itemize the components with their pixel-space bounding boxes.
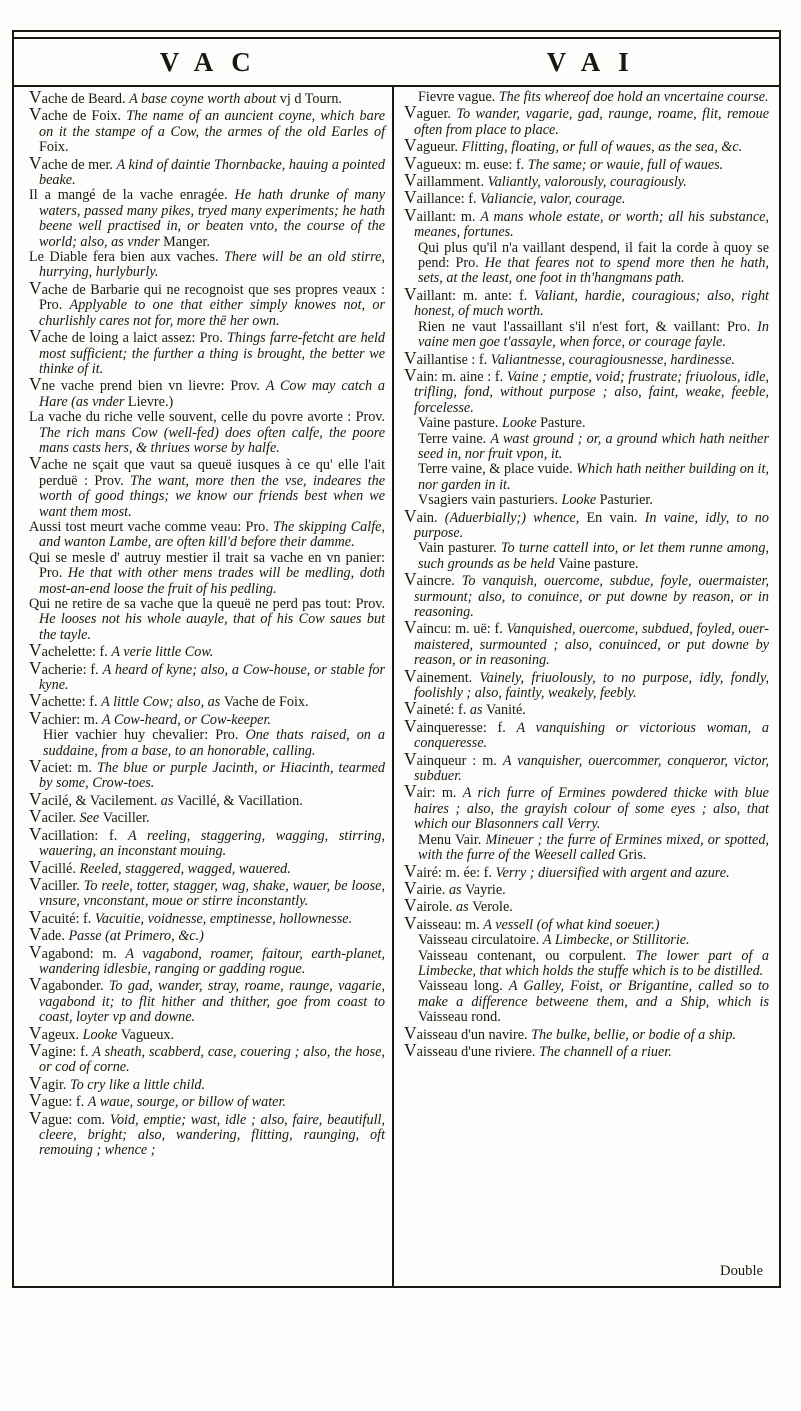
dictionary-entry [404, 617, 769, 669]
page-frame [12, 30, 781, 1288]
dictionary-entry [404, 505, 769, 542]
entry-headword-text: Vaguer. [404, 102, 457, 123]
entry-definition-text: as [456, 899, 473, 916]
entry-definition-text: Valiantnesse, couragiousnesse, hardinesse. [490, 351, 735, 368]
dictionary-entry [404, 1039, 769, 1060]
entry-headword-text: Vaine pasture. [558, 555, 639, 572]
entry-definition-text: A mans whole estate, or worth; all his substance, meanes, fortunes. [414, 208, 769, 241]
entry-headword-text: Terre vaine, & place vuide. [418, 461, 577, 478]
entry-definition-text: A base coyne worth about [129, 91, 280, 107]
entry-headword-text: Pasture. [540, 415, 586, 432]
entry-headword-text: En vain. [586, 509, 645, 526]
dictionary-entry [29, 520, 385, 551]
dictionary-entry [404, 283, 769, 320]
entry-headword-text: Vache de Barbarie qui ne recognoist que ses propres veaux : Pro. [29, 277, 386, 314]
entry-definition-text: The want, more then the vse, indeares the worth of good things; we know our friends best when we want them most. [39, 472, 386, 520]
entry-headword-text: Qui plus qu'il n'a vaillant despend, il fait la corde à quoy se pend: Pro. [418, 239, 769, 272]
entry-headword-text: Vaincu: m. uë: f. [404, 617, 507, 638]
dictionary-entry [29, 906, 385, 927]
entry-headword-text: Vaisseau contenant, ou corpulent. [418, 947, 636, 964]
dictionary-entry [29, 690, 385, 711]
entry-headword-text: Vairé: m. ée: f. [404, 860, 496, 881]
entry-headword-text: Manger. [163, 233, 211, 250]
dictionary-entry [404, 1022, 769, 1043]
entry-headword-text: Gris. [618, 847, 647, 864]
entry-headword-text: Vaisseau d'une riviere. [404, 1039, 539, 1060]
dictionary-entry [404, 347, 769, 368]
entry-definition-text: The rich mans Cow (well-fed) does often calfe, the poore mans casts hers, & thriues worse by halfe. [39, 424, 386, 456]
entry-definition-text: A rich furre of Ermines powdered thicke with blue haires ; also, the grayish colour of some eyes ; also, that which our Blasonners call Verry. [414, 785, 769, 833]
dictionary-entry [29, 873, 385, 910]
dictionary-entry [404, 152, 769, 173]
dictionary-entry [404, 877, 769, 898]
entry-headword-text: vj d Tourn. [279, 91, 342, 107]
entry-definition-text: The skipping Calfe, and wanton Lambe, are often kill'd before their damme. [39, 518, 386, 551]
dictionary-entry [404, 204, 769, 241]
entry-definition-text: Reeled, staggered, wagged, wauered. [79, 860, 291, 877]
dictionary-entry [29, 657, 385, 694]
entry-headword-text: Vainqueresse: f. [404, 715, 517, 736]
entry-definition-text: Valiantly, valorously, couragiously. [487, 174, 687, 191]
entry-headword-text: Vair: m. [404, 781, 463, 802]
entry-headword-text: Vacillation: f. [29, 823, 128, 844]
entry-headword-text: Vacuité: f. [29, 906, 95, 927]
entry-definition-text: A Limbecke, or Stillitorie. [542, 932, 690, 949]
entry-headword-text: Vague: f. [29, 1090, 88, 1111]
entry-headword-text: Vayrie. [465, 881, 506, 898]
dictionary-entry [29, 326, 386, 377]
entry-definition-text: as [469, 702, 487, 719]
entry-headword-text: Vagabonder. [29, 974, 109, 995]
dictionary-entry [29, 1107, 386, 1159]
entry-headword-text: Vaillance: f. [404, 187, 481, 208]
entry-definition-text: Vanquished, ouercome, subdued, foyled, ouer-maistered, surmounted ; also, conuinced, or put downe by reason, or in reasoning. [414, 621, 769, 669]
dictionary-entry [404, 102, 769, 138]
dictionary-entry [29, 551, 385, 597]
entry-definition-text: Vainely, friuolously, to no purpose, idly, fondly, foolishly ; also, faintly, weakely, feebly. [414, 669, 769, 702]
dictionary-entry [404, 949, 769, 980]
entry-definition-text: There will be an old stirre, hurrying, hurlyburly. [39, 249, 386, 281]
entry-definition-text: A Galley, Foist, or Brigantine, called so to make a difference betweene them, and a Ship, which is [418, 978, 769, 1010]
dictionary-entry [404, 416, 769, 431]
entry-headword-text: Vache de mer. [29, 152, 117, 173]
entry-definition-text: A Cow-heard, or Cow-keeper. [101, 711, 271, 728]
dictionary-entry [404, 541, 769, 572]
entry-headword-text: Vairie. [404, 877, 449, 898]
entry-headword-text: Vain. [404, 505, 445, 526]
entry-headword-text: Vaisseau long. [418, 978, 509, 995]
entry-headword-text: Vachette: f. [29, 690, 102, 711]
entry-definition-text: To wander, vagarie, gad, raunge, roame, flit, remoue often from place to place. [414, 106, 769, 138]
entry-headword-text: Vachelette: f. [29, 640, 112, 661]
entry-headword-text: Vanité. [486, 702, 526, 719]
entry-headword-text: Hier vachier huy chevalier: Pro. [43, 727, 246, 744]
dictionary-entry [404, 432, 769, 463]
entry-headword-text: Vaciller. [29, 873, 84, 894]
dictionary-entry [29, 756, 386, 792]
entry-definition-text: Valiant, hardie, couragious; also, right honest, of much worth. [414, 287, 769, 320]
entry-definition-text: A verie little Cow. [111, 644, 214, 661]
entry-headword-text: Menu Vair. [418, 831, 486, 848]
running-head-left [14, 47, 397, 78]
entry-headword-text: Aussi tost meurt vache comme veau: Pro. [29, 518, 273, 535]
entry-definition-text: as [448, 881, 466, 898]
dictionary-entry [29, 924, 385, 945]
dictionary-entry [29, 374, 385, 410]
dictionary-entry [404, 781, 769, 833]
entry-headword-text: Vagine: f. [29, 1039, 93, 1060]
entry-headword-text: Qui se mesle d' autruy mestier il trait sa vache en vn panier: Pro. [29, 549, 386, 582]
entry-headword-text: Vaisseau: m. [404, 912, 484, 933]
entry-definition-text: He hath drunke of many waters, passed many pikes, tryed many experiments; he hath beene well practised in, or beaten vnto, the course of the world; also, as vnder [39, 187, 386, 250]
page-body [14, 87, 779, 1286]
entry-definition-text: One thats raised, on a suddaine, from a base, to an honorable, calling. [43, 727, 386, 759]
entry-definition-text: The name of an auncient coyne, which bare on it the stampe of a Cow, the armes of the old Earles of [39, 108, 386, 140]
dictionary-entry [29, 707, 385, 728]
entry-headword-text: Foix. [39, 139, 69, 156]
entry-headword-text: Vne vache prend bien vn lievre: Prov. [29, 374, 266, 395]
entry-headword-text: Vade. [29, 924, 69, 945]
entry-headword-text: Vache ne sçait que vaut sa queuë iusques à ce qu' elle l'ait perduë : Prov. [29, 453, 386, 489]
entry-headword-text: Vaineté: f. [404, 698, 470, 719]
entry-definition-text: The fits whereof doe hold an vncertaine course. [498, 89, 769, 105]
entry-definition-text: To turne cattell into, or let them runne among, such grounds as be held [418, 540, 770, 572]
column-right-entries [404, 90, 769, 1260]
entry-headword-text: Vaisseau rond. [418, 1009, 501, 1026]
running-head-vac: VAC [159, 46, 269, 77]
dictionary-entry [29, 188, 385, 250]
entry-definition-text: In vaine men goe t'assayle, when force, or courage fayle. [418, 318, 769, 351]
entry-headword-text: Qui ne retire de sa vache que la queuë ne perd pas tout: Prov. [29, 596, 386, 612]
entry-definition-text: Mineuer ; the furre of Ermines mixed, or spotted, with the furre of the Weesell called [418, 831, 769, 864]
dictionary-entry [404, 895, 769, 916]
entry-headword-text: Vainqueur : m. [404, 748, 503, 769]
entry-headword-text: Vain: m. aine : f. [404, 364, 507, 385]
column-left [14, 87, 394, 1286]
entry-headword-text: Vaine pasture. [418, 415, 502, 432]
entry-definition-text: See [79, 810, 103, 827]
entry-headword-text: Vacillé, & Vacillation. [176, 792, 303, 809]
running-head-vai: VAI [546, 46, 647, 77]
entry-headword-text: Vagir. [29, 1072, 71, 1093]
dictionary-entry [404, 462, 769, 493]
entry-headword-text: Vagueux: m. euse: f. [404, 152, 528, 173]
entry-definition-text: A Cow may catch a Hare (as vnder [39, 378, 385, 410]
dictionary-entry [29, 823, 386, 860]
entry-definition-text: A waue, sourge, or billow of water. [87, 1094, 286, 1111]
dictionary-entry [404, 748, 769, 785]
entry-headword-text: Verole. [472, 899, 513, 916]
running-head-right [397, 47, 780, 78]
entry-definition-text: Which hath neither building on it, nor garden in it. [418, 461, 769, 493]
entry-definition-text: Flitting, floating, or full of waues, as the sea, &c. [461, 139, 743, 156]
entry-headword-text: Vageux. [29, 1022, 83, 1043]
entry-headword-text: Vache de Beard. [29, 87, 130, 107]
dictionary-entry [404, 135, 769, 156]
entry-headword-text: Vaciet: m. [29, 756, 97, 777]
entry-definition-text: A sheath, scabberd, case, couering ; also, the hose, or cod of corne. [39, 1043, 386, 1076]
entry-headword-text: Vague: com. [29, 1107, 110, 1128]
entry-headword-text: Vacillé. [29, 856, 80, 877]
entry-definition-text: To reele, totter, stagger, wag, shake, wauer, be loose, vnsure, vnconstant, moue or stirre inconstantly. [39, 877, 385, 910]
entry-headword-text: Vagabond: m. [29, 941, 126, 962]
dictionary-entry [404, 912, 769, 933]
dictionary-entry [404, 90, 769, 105]
dictionary-entry [404, 364, 769, 416]
dictionary-entry [29, 941, 386, 978]
dictionary-entry [404, 493, 769, 508]
entry-headword-text: Vsagiers vain pasturiers. [418, 492, 562, 509]
entry-definition-text: A kind of daintie Thornbacke, hauing a pointed beake. [39, 156, 386, 189]
entry-headword-text: Vainement. [404, 665, 480, 686]
dictionary-entry [29, 1090, 385, 1111]
entry-headword-text: Vagueur. [404, 135, 462, 156]
entry-headword-text: Lievre.) [127, 393, 174, 410]
entry-headword-text: Vaillant: m. ante: f. [404, 283, 535, 304]
entry-definition-text: Applyable to one that either simply knowes not, or churlishly cares not for, more thē her own. [39, 297, 385, 329]
dictionary-entry [404, 665, 769, 702]
entry-headword-text: Vacherie: f. [29, 657, 103, 678]
entry-headword-text: Pasturier. [599, 492, 653, 509]
entry-headword-text: Vacilé, & Vacilement. [29, 788, 161, 809]
entry-definition-text: A reeling, staggering, wagging, stirring, wauering, an inconstant mouing. [39, 827, 386, 860]
dictionary-entry [29, 1072, 385, 1093]
entry-definition-text: To cry like a little child. [70, 1076, 206, 1093]
entry-headword-text: Vache de loing a laict assez: Pro. [29, 326, 228, 347]
dictionary-entry [29, 806, 385, 827]
entry-headword-text: Le Diable fera bien aux vaches. [29, 249, 225, 266]
dictionary-entry [404, 170, 769, 191]
entry-definition-text: A vanquishing or victorious woman, a conqueresse. [414, 719, 769, 752]
entry-definition-text: Looke [501, 415, 541, 432]
entry-definition-text: A wast ground ; or, a ground which hath neither seed in, nor fruit vpon, it. [418, 430, 769, 462]
dictionary-entry [404, 320, 769, 351]
entry-definition-text: The same; or wauie, full of waues. [527, 156, 724, 173]
dictionary-entry [29, 1022, 385, 1043]
entry-definition-text: (Aduerbially;) whence, [444, 509, 587, 526]
dictionary-entry [404, 241, 769, 287]
dictionary-entry [29, 250, 385, 281]
dictionary-entry [404, 698, 769, 719]
entry-definition-text: In vaine, idly, to no purpose. [414, 509, 769, 541]
dictionary-entry [404, 979, 769, 1025]
entry-definition-text: Valiancie, valor, courage. [480, 191, 626, 208]
entry-definition-text: A little Cow; also, as [101, 694, 224, 711]
dictionary-entry [404, 569, 769, 620]
entry-definition-text: Verry ; diuersified with argent and azure. [495, 864, 730, 881]
entry-headword-text: Vaisseau d'un navire. [404, 1022, 532, 1043]
entry-definition-text: Void, emptie; wast, idle ; also, faire, beautifull, cleere, bright; also, wandering, flitting, raunging, oft remouing ; whence ; [39, 1111, 386, 1159]
dictionary-entry [29, 152, 386, 189]
dictionary-entry [404, 933, 769, 948]
column-right [394, 87, 779, 1286]
entry-headword-text: Terre vaine. [418, 430, 491, 447]
entry-headword-text: La vache du riche velle souvent, celle du povre avorte : Prov. [29, 409, 386, 426]
entry-headword-text: Vairole. [404, 895, 457, 916]
entry-headword-text: Vaillamment. [404, 170, 488, 191]
dictionary-entry [29, 277, 386, 329]
dictionary-entry [29, 597, 385, 643]
dictionary-entry [29, 104, 386, 156]
dictionary-entry [29, 788, 385, 809]
entry-definition-text: Vacuitie, voidnesse, emptinesse, hollownesse. [94, 910, 353, 927]
dictionary-entry [29, 856, 385, 877]
entry-headword-text: Vaisseau circulatoire. [418, 932, 543, 949]
dictionary-entry [29, 974, 386, 1026]
entry-definition-text: Looke [82, 1026, 121, 1043]
entry-headword-text: Vache de Foix. [29, 104, 127, 125]
dictionary-entry [29, 87, 385, 107]
entry-definition-text: The bulke, bellie, or bodie of a ship. [531, 1026, 737, 1043]
entry-definition-text: The lower part of a Limbecke, that which holds the stuffe which is to be distilled. [418, 947, 769, 979]
dictionary-entry [29, 728, 385, 759]
entry-definition-text: Vaine ; emptie, void; frustrate; friuolous, idle, trifling, fond, without purpose ; also, faint, weake, feeble, forcelesse. [414, 368, 769, 416]
dictionary-entry [29, 410, 385, 456]
entry-definition-text: A vagabond, roamer, faitour, earth-planet, wandering idlesbie, ranging or gadding rogue. [39, 945, 386, 977]
entry-definition-text: Looke [561, 492, 600, 509]
entry-definition-text: To vanquish, ouercome, subdue, foyle, ouermaister, surmount; also, to conuince, or put downe by reason, or in reasoning. [414, 573, 769, 620]
entry-headword-text: Vachier: m. [29, 707, 102, 728]
dictionary-entry [404, 715, 769, 752]
dictionary-entry [404, 860, 769, 881]
entry-definition-text: He that with other mens trades will be medling, doth most-an-end loose the fruit of his pedling. [39, 565, 386, 597]
entry-headword-text: Vaillantise : f. [404, 347, 491, 368]
entry-headword-text: Vaciler. [29, 806, 80, 827]
entry-headword-text: Vain pasturer. [418, 540, 501, 557]
entry-definition-text: A heard of kyne; also, a Cow-house, or stable for kyne. [39, 661, 385, 694]
entry-definition-text: The blue or purple Jacinth, or Hiacinth, tearmed by some, Crow-toes. [39, 760, 386, 792]
entry-definition-text: Things farre-fetcht are held most sufficient; the further a thing is brought, the better we thinke of it. [39, 330, 386, 377]
entry-headword-text: Vaillant: m. [404, 204, 481, 225]
entry-headword-text: Vache de Foix. [223, 694, 309, 711]
entry-definition-text: A vessell (of what kind soeuer.) [483, 916, 660, 933]
entry-headword-text: Vagueux. [120, 1026, 175, 1043]
dictionary-entry [29, 453, 386, 520]
entry-definition-text: He that feares not to spend more then he hath, sets, at the least, one foot in th'hangmans path. [418, 255, 769, 287]
dictionary-entry [404, 833, 769, 864]
entry-definition-text: Passe (at Primero, &c.) [68, 928, 204, 945]
dictionary-entry [404, 187, 769, 208]
entry-headword-text: Rien ne vaut l'assaillant s'il n'est fort, & vaillant: Pro. [418, 318, 758, 335]
entry-headword-text: Vaciller. [102, 810, 150, 827]
entry-headword-text: Vaincre. [404, 569, 462, 590]
entry-definition-text: To gad, wander, stray, roame, raunge, vagarie, vagabond it; to flit hither and thither, goe from coast to coast, loyter vp and downe. [39, 978, 386, 1026]
entry-headword-text: Il a mangé de la vache enragée. [29, 187, 235, 204]
entry-definition-text: A vanquisher, ouercommer, conqueror, victor, subduer. [414, 752, 769, 785]
entry-definition-text: The channell of a riuer. [538, 1043, 672, 1060]
running-head [14, 39, 779, 87]
entry-definition-text: He looses not his whole auayle, that of his Cow saues but the tayle. [39, 611, 386, 643]
dictionary-entry [29, 1039, 386, 1076]
dictionary-entry [29, 640, 385, 661]
entry-headword-text: Fievre vague. [418, 89, 499, 105]
entry-definition-text: as [160, 792, 177, 809]
catchword: Double [720, 1263, 763, 1279]
